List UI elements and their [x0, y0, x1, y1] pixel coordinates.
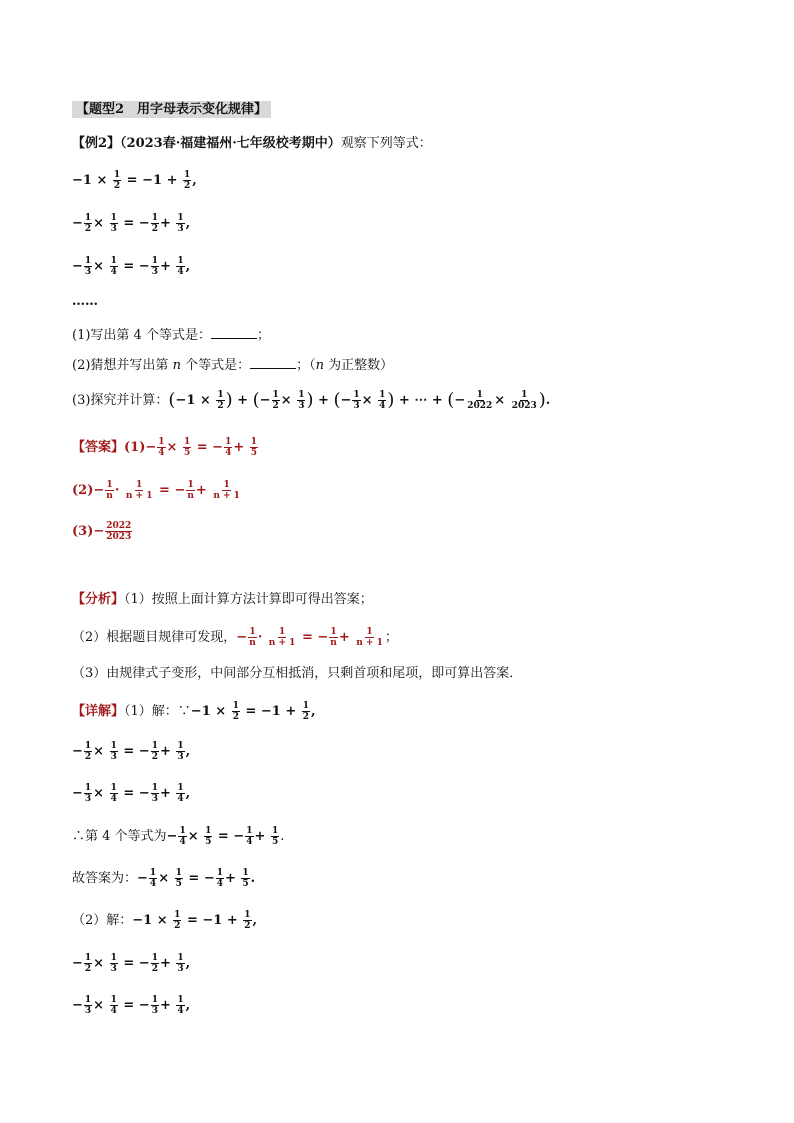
example-header: 【例2】（2023春·福建福州·七年级校考期中）观察下列等式： [72, 136, 432, 151]
detail-2: （2）解：−1 × $\frac{1}{2}$ = −1 + $\frac{1}{2}$ , [72, 910, 258, 931]
answer-3: (3)− $\frac{2022}{2023}$ [72, 521, 132, 542]
question-1: (1)写出第 4 个等式是： ； [72, 328, 270, 343]
section-title: 【题型2 用字母表示变化规律】 [72, 100, 271, 120]
example-eq-1: −1 × $\frac{1}{2}$ = −1 + $\frac{1}{2}$ , [72, 170, 197, 191]
question-2: (2)猜想并写出第 n 个等式是： ；（n 为正整数） [72, 358, 394, 373]
detail-eq-3: − $\frac{1}{3}$ × $\frac{1}{4}$ = − $\frac{1}{3}$ + $\frac{1}{4}$ , [72, 783, 191, 804]
question-3: (3)探究并计算：(−1 × $\frac{1}{2}$ ) + (− $\frac{1}{2}$ × $\frac{1}{3}$ ) + (− $\frac{1}{3}$ × $\frac{1}{4}$ ) + ⋯ + (− $\frac{1}{2022}$ × $\frac{1}{2023}$ ). [72, 389, 551, 411]
answer-1: 【答案】(1)− $\frac{1}{4}$ × $\frac{1}{5}$ = − $\frac{1}{4}$ + $\frac{1}{5}$ [72, 437, 258, 458]
detail2-eq-2: − $\frac{1}{2}$ × $\frac{1}{3}$ = − $\frac{1}{2}$ + $\frac{1}{3}$ , [72, 953, 191, 974]
detail-1: 【详解】（1）解：∵−1 × $\frac{1}{2}$ = −1 + $\frac{1}{2}$ , [72, 701, 316, 722]
analysis-1: 【分析】（1）按照上面计算方法计算即可得出答案； [72, 592, 373, 607]
answer-2: (2)− $\frac{1}{n}$ · $\frac{1}{n + 1}$ = − $\frac{1}{n}$ + $\frac{1}{n + 1}$ [72, 480, 240, 501]
detail-eq-2: − $\frac{1}{2}$ × $\frac{1}{3}$ = − $\frac{1}{2}$ + $\frac{1}{3}$ , [72, 741, 191, 762]
analysis-2: （2）根据题目规律可发现，− $\frac{1}{n}$ · $\frac{1}{n + 1}$ = − $\frac{1}{n}$ + $\frac{1}{n + 1}$ ； [72, 627, 398, 648]
example-ellipsis: …… [72, 294, 98, 309]
analysis-3: （3）由规律式子变形，中间部分互相抵消，只剩首项和尾项，即可算出答案． [72, 666, 523, 681]
detail-answer: 故答案为：− $\frac{1}{4}$ × $\frac{1}{5}$ = − $\frac{1}{4}$ + $\frac{1}{5}$ . [72, 868, 256, 889]
answer-blank-2 [250, 356, 296, 369]
answer-blank-1 [211, 326, 257, 339]
example-eq-3: − $\frac{1}{3}$ × $\frac{1}{4}$ = − $\frac{1}{3}$ + $\frac{1}{4}$ , [72, 256, 191, 277]
detail2-eq-3: − $\frac{1}{3}$ × $\frac{1}{4}$ = − $\frac{1}{3}$ + $\frac{1}{4}$ , [72, 995, 191, 1016]
detail-conclusion: ∴第 4 个等式为− $\frac{1}{4}$ × $\frac{1}{5}$ = − $\frac{1}{4}$ + $\frac{1}{5}$ . [72, 826, 285, 847]
example-eq-2: − $\frac{1}{2}$ × $\frac{1}{3}$ = − $\frac{1}{2}$ + $\frac{1}{3}$ , [72, 213, 191, 234]
